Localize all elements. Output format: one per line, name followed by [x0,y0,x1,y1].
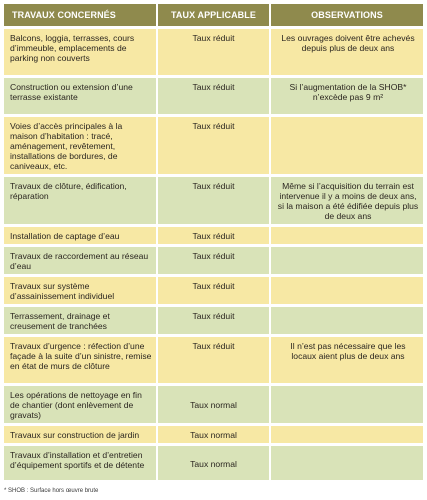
rate-cell: Taux normal [157,385,270,425]
rate-cell: Taux réduit [157,226,270,246]
table-row [4,246,423,276]
observation-cell [270,116,423,176]
works-cell: Travaux de clôture, édification, réparation [4,176,157,226]
table-row [4,445,423,482]
observation-cell: Si l’augmentation de la SHOB* n’excède pas 9 m² [270,77,423,116]
vat-rates-table [4,4,423,483]
footnote: * SHOB : Surface hors œuvre brute [4,488,99,494]
works-cell: Installation de captage d’eau [4,226,157,246]
works-cell: Travaux d’urgence : réfection d’une façade à la suite d’un sinistre, remise en état de murs de clôture [4,336,157,385]
observation-cell: Il n’est pas nécessaire que les locaux aient plus de deux ans [270,336,423,385]
table-row [4,28,423,77]
table-row [4,77,423,116]
table-row [4,306,423,336]
works-cell: Travaux d’installation et d’entretien d’équipement sportifs et de détente [4,445,157,482]
table-row [4,385,423,425]
rate-cell: Taux réduit [157,276,270,306]
table-row [4,425,423,445]
observation-cell: Les ouvrages doivent être achevés depuis plus de deux ans [270,28,423,77]
works-cell: Construction ou extension d’une terrasse existante [4,77,157,116]
works-cell: Travaux sur système d’assainissement individuel [4,276,157,306]
observation-cell [270,425,423,445]
header-rate: TAUX APPLICABLE [157,4,270,28]
table-row [4,276,423,306]
works-cell: Travaux de raccordement au réseau d’eau [4,246,157,276]
table-header-row [4,4,423,28]
observation-cell [270,246,423,276]
observation-cell [270,306,423,336]
works-cell: Travaux sur construction de jardin [4,425,157,445]
table-row [4,226,423,246]
works-cell: Les opérations de nettoyage en fin de chantier (dont enlèvement de gravats) [4,385,157,425]
vat-rates-table-container [4,4,423,483]
table-row [4,116,423,176]
observation-cell [270,226,423,246]
header-works: TRAVAUX CONCERNÉS [4,4,157,28]
rate-cell: Taux réduit [157,77,270,116]
rate-cell: Taux normal [157,445,270,482]
works-cell: Voies d’accès principales à la maison d’habitation : tracé, aménagement, revêtement, installations de bordures, de caniveaux, etc. [4,116,157,176]
table-row [4,176,423,226]
observation-cell [270,385,423,425]
rate-cell: Taux réduit [157,306,270,336]
rate-cell: Taux normal [157,425,270,445]
rate-cell: Taux réduit [157,176,270,226]
rate-cell: Taux réduit [157,28,270,77]
observation-cell [270,276,423,306]
observation-cell [270,445,423,482]
header-observations: OBSERVATIONS [270,4,423,28]
table-row [4,336,423,385]
works-cell: Balcons, loggia, terrasses, cours d’immeuble, emplacements de parking non couverts [4,28,157,77]
rate-cell: Taux réduit [157,246,270,276]
works-cell: Terrassement, drainage et creusement de tranchées [4,306,157,336]
observation-cell: Même si l’acquisition du terrain est intervenue il y a moins de deux ans, si la maison a été édifiée depuis plus de deux ans [270,176,423,226]
rate-cell: Taux réduit [157,116,270,176]
rate-cell: Taux réduit [157,336,270,385]
